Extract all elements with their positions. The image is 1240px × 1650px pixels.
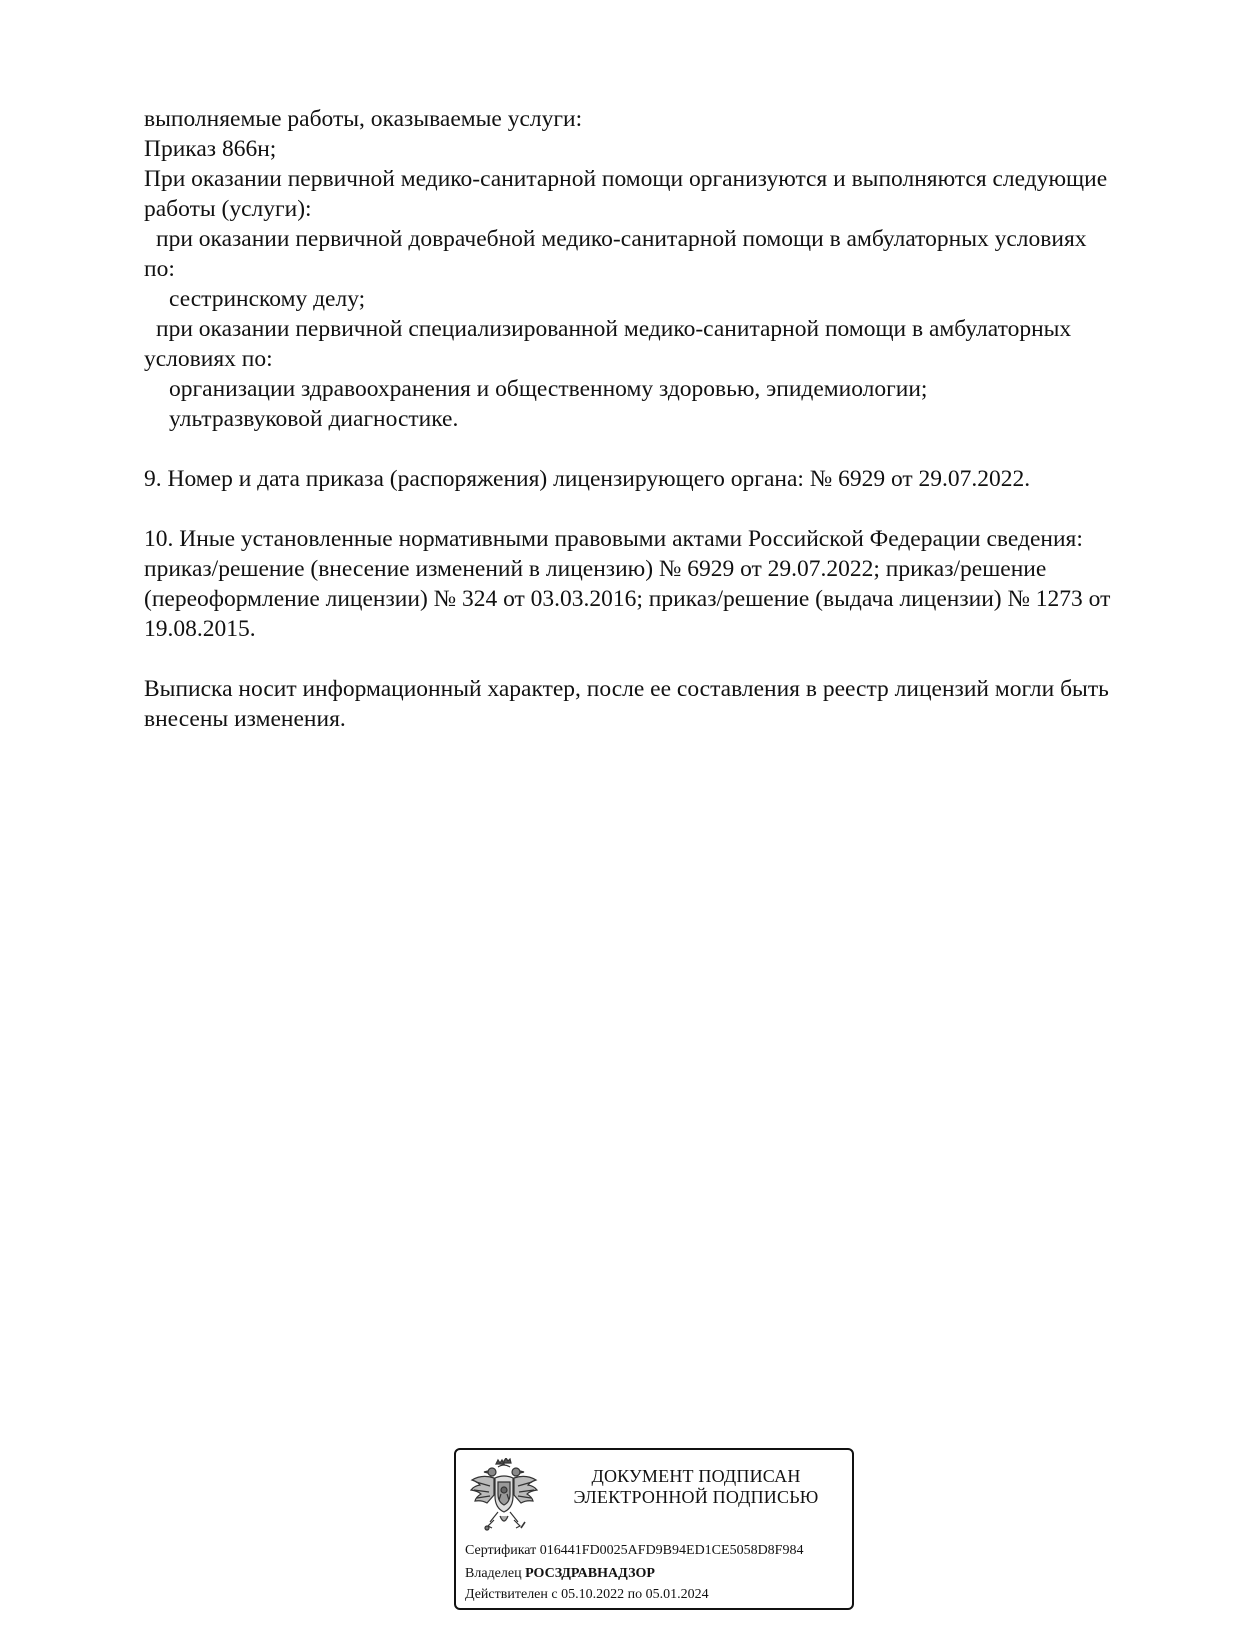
- text-line: работы (услуги):: [144, 196, 312, 222]
- stamp-title-line: ЭЛЕКТРОННОЙ ПОДПИСЬЮ: [573, 1487, 819, 1507]
- certificate-value: 016441FD0025AFD9B94ED1CE5058D8F984: [539, 1543, 804, 1558]
- text-line: Приказ 866н;: [144, 136, 277, 162]
- document-body: [144, 104, 1154, 734]
- russian-coat-of-arms-icon: [468, 1458, 540, 1534]
- certificate-label: Сертификат: [465, 1543, 537, 1558]
- item-9: 9. Номер и дата приказа (распоряжения) лицензирующего органа: № 6929 от 29.07.2022.: [144, 466, 1031, 492]
- item-10-line: 19.08.2015.: [144, 616, 256, 642]
- owner-value: РОСЗДРАВНАДЗОР: [525, 1566, 655, 1581]
- item-10-line: (переоформление лицензии) № 324 от 03.03.2016; приказ/решение (выдача лицензии) № 1273 от: [144, 586, 1111, 612]
- text-line: При оказании первичной медико-санитарной помощи организуются и выполняются следующие: [144, 166, 1108, 192]
- paragraph-gap: [144, 494, 1154, 524]
- text-line: по:: [144, 256, 175, 282]
- text-line: ультразвуковой диагностике.: [169, 406, 459, 432]
- owner-label: Владелец: [465, 1566, 522, 1581]
- text-line: условиях по:: [144, 346, 273, 372]
- validity-line: Действителен с 05.10.2022 по 05.01.2024: [465, 1587, 709, 1602]
- stamp-title: [551, 1466, 841, 1508]
- text-line: выполняемые работы, оказываемые услуги:: [144, 106, 583, 132]
- note-line: внесены изменения.: [144, 706, 346, 732]
- electronic-signature-stamp: [454, 1448, 854, 1610]
- note-line: Выписка носит информационный характер, после ее составления в реестр лицензий могли быть: [144, 676, 1109, 702]
- stamp-title-line: ДОКУМЕНТ ПОДПИСАН: [591, 1466, 801, 1486]
- certificate-line: [465, 1542, 803, 1560]
- owner-line: [465, 1565, 655, 1583]
- paragraph-gap: [144, 644, 1154, 674]
- text-line: при оказании первичной специализированной медико-санитарной помощи в амбулаторных: [156, 316, 1072, 342]
- item-10-line: приказ/решение (внесение изменений в лицензию) № 6929 от 29.07.2022; приказ/решение: [144, 556, 1047, 582]
- paragraph-gap: [144, 434, 1154, 464]
- text-line: организации здравоохранения и общественному здоровью, эпидемиологии;: [169, 376, 928, 402]
- item-10-line: 10. Иные установленные нормативными правовыми актами Российской Федерации сведения:: [144, 526, 1083, 552]
- text-line: при оказании первичной доврачебной медико-санитарной помощи в амбулаторных условиях: [156, 226, 1087, 252]
- text-line: сестринскому делу;: [169, 286, 366, 312]
